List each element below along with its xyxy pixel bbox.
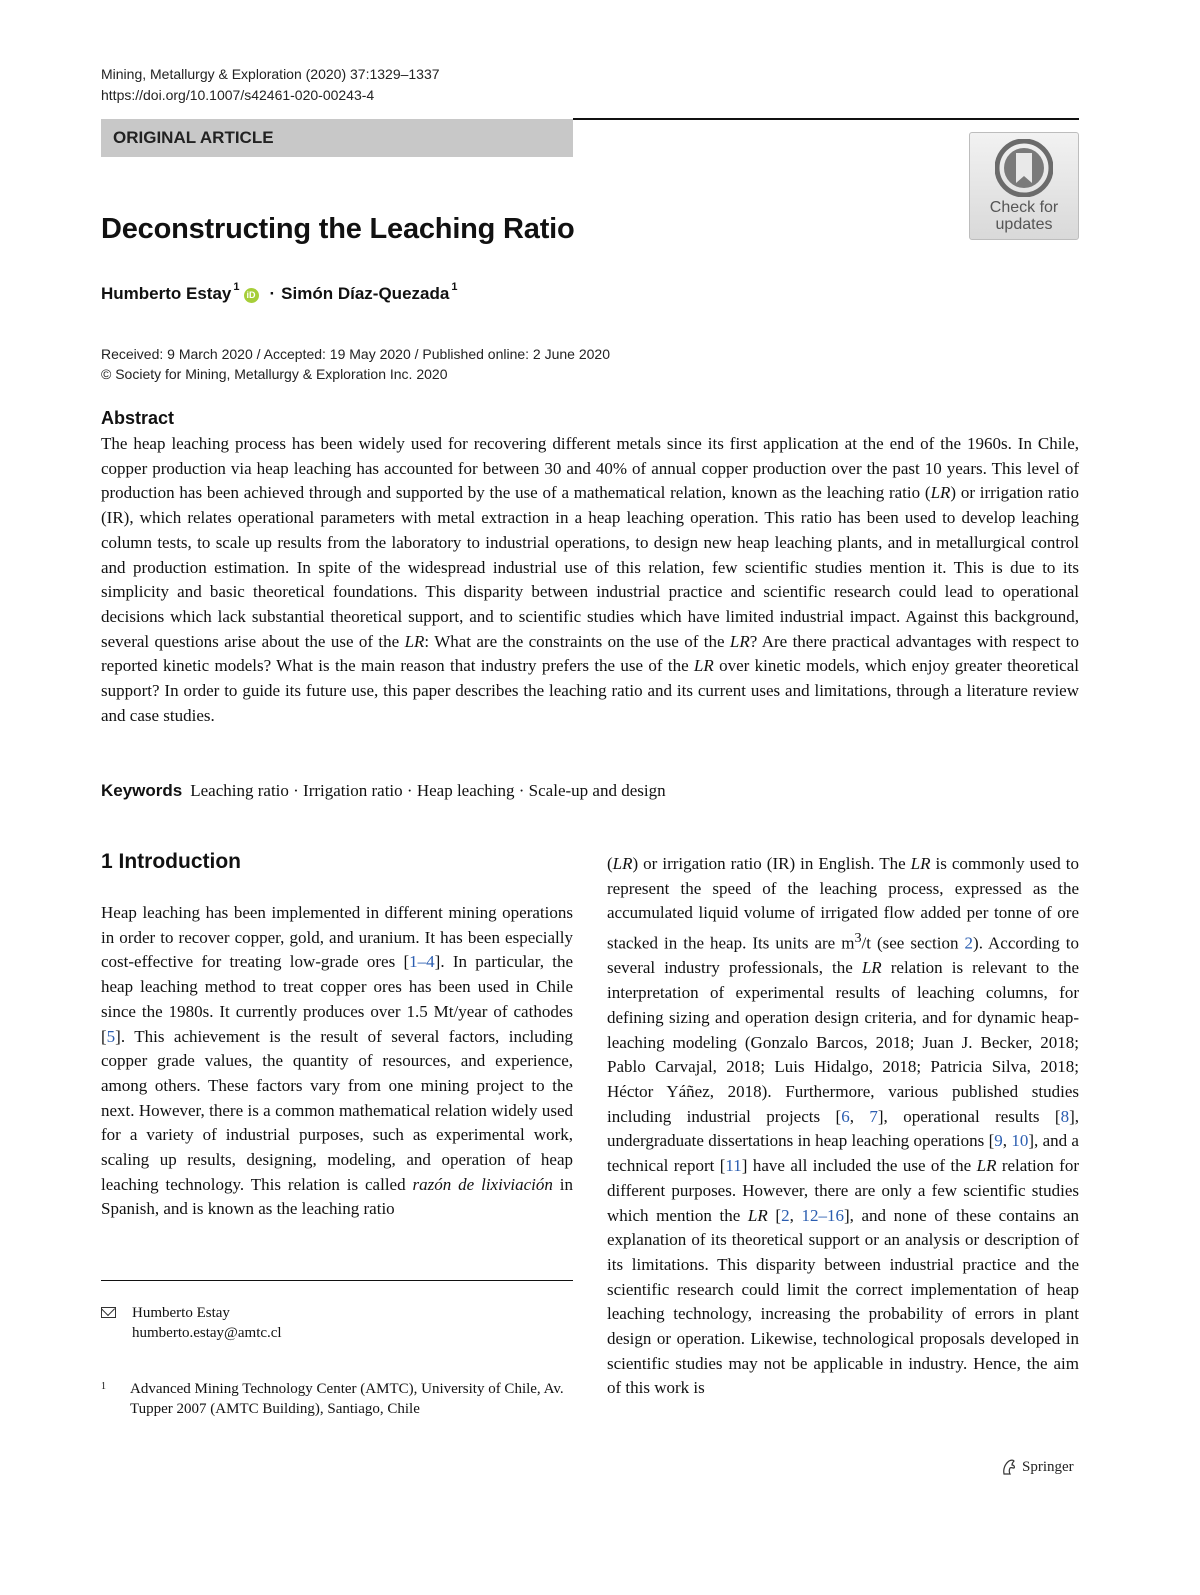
affiliation-text: Advanced Mining Technology Center (AMTC), University of Chile, Av. Tupper 2007 (AMTC Building), Santiago, Chile (130, 1381, 564, 1417)
article-type-banner (101, 119, 573, 157)
citation-link[interactable]: 9 (994, 1131, 1003, 1151)
article-type-label: ORIGINAL ARTICLE (113, 128, 274, 147)
citation-link[interactable]: 10 (1011, 1131, 1029, 1151)
springer-horse-icon (1000, 1458, 1018, 1476)
check-for-updates-text: Check for updates (989, 199, 1059, 233)
journal-header (101, 64, 440, 106)
citation-link[interactable]: 5 (106, 1026, 116, 1046)
author-name[interactable]: Humberto Estay (101, 284, 232, 303)
affiliation-footnote (101, 1379, 573, 1419)
copyright-notice: © Society for Mining, Metallurgy & Exploration Inc. 2020 (101, 366, 448, 382)
footnote-rule (101, 1280, 573, 1281)
article-title: Deconstructing the Leaching Ratio (101, 213, 575, 245)
doi-link[interactable]: https://doi.org/10.1007/s42461-020-00243-4 (101, 87, 375, 103)
check-for-updates-badge[interactable] (969, 132, 1079, 240)
citation-link[interactable]: 12–16 (801, 1205, 844, 1225)
citation-link[interactable]: 11 (725, 1156, 742, 1176)
citation-link[interactable]: 6 (841, 1106, 850, 1126)
publisher-name: Springer (1022, 1458, 1074, 1475)
section-heading-introduction: 1 Introduction (101, 850, 241, 873)
corresponding-author (101, 1303, 282, 1343)
author-separator: · (269, 284, 276, 303)
affiliation-marker: 1 (233, 281, 240, 293)
orcid-icon[interactable]: iD (244, 288, 259, 303)
affiliation-marker: 1 (451, 281, 458, 293)
contact-email[interactable]: humberto.estay@amtc.cl (132, 1325, 282, 1341)
citation-link[interactable]: 8 (1060, 1106, 1070, 1126)
envelope-icon (101, 1307, 116, 1318)
body-column-right: (LR) or irrigation ratio (IR) in English. The LR is commonly used to represent the speed of the leaching process, expressed as the accumulated liquid volume of irrigated flow added per tonne of ore stacked in the heap. Its units are $m^3/t$ (see section 2). According to several industry professionals, the LR relation is relevant to the interpretation of experimental results of leaching columns, for defining sizing and operation design criteria, and for dynamic heap-leaching modeling (Gonzalo Barcos, 2018; Juan J. Becker, 2018; Pablo Carvajal, 2018; Luis Hidalgo, 2018; Patricia Silva, 2018; Héctor Yáñez, 2018). Furthermore, various published studies including industrial projects [6, 7], operational results [8], undergraduate dissertations in heap leaching operations [9, 10], and a technical report [11] have all included the use of the LR relation for different purposes. However, there are only a few scientific studies which mention the LR [2, 12–16], and none of these contains an explanation of its theoretical support or an analysis or description of its limitations. This disparity between industrial practice and the scientific research could limit the correct implementation of heap leaching technology, increasing the probability of errors in plant design or operation. Likewise, technological proposals developed in scientific studies may not be applicable in industry. Hence, the aim of this work is (607, 854, 1080, 1398)
author-name[interactable]: Simón Díaz-Quezada (281, 284, 450, 303)
keywords-list: Leaching ratio · Irrigation ratio · Heap leaching · Scale-up and design (190, 781, 666, 800)
body-column-left: Heap leaching has been implemented in different mining operations in order to recover copper, gold, and uranium. It has been especially cost-effective for treating low-grade ores [1–4]. In particular, the heap leaching method to treat copper ores has been used in Chile since the 1980s. It currently produces over 1.5 Mt/year of cathodes [5]. This achievement is the result of several factors, including copper grade values, the quantity of resources, and experience, among others. These factors vary from one mining project to the next. However, there is a common mathematical relation widely used for a variety of industrial purposes, such as experimental work, scaling up results, designing, modeling, and operation of heap leaching technology. This relation is called razón de lixiviación in Spanish, and is known as the leaching ratio (101, 903, 573, 1219)
keywords (101, 779, 666, 803)
publisher-logo (1000, 1458, 1074, 1476)
citation-link[interactable]: 2 (781, 1205, 790, 1225)
affiliation-number: 1 (101, 1381, 106, 1392)
citation-link[interactable]: 1–4 (409, 952, 435, 972)
abstract-body: The heap leaching process has been widely used for recovering different metals since its first application at the end of the 1960s. In Chile, copper production via heap leaching has accounted for between 30 and 40% of annual copper production over the past 10 years. This level of production has been achieved through and supported by the use of a mathematical relation, known as the leaching ratio (LR) or irrigation ratio (IR), which relates operational parameters with metal extraction in a heap leaching operation. This ratio has been used to develop leaching column tests, to scale up results from the laboratory to industrial operations, to design new heap leaching plants, and in metallurgical control and production estimation. In spite of the widespread industrial use of this relation, few scientific studies mention it. This is due to its simplicity and basic theoretical foundations. This disparity between industrial practice and scientific research could lead to operational decisions which lack substantial theoretical support, and to scientific studies which have limited industrial impact. Against this background, several questions arise about the use of the LR: What are the constraints on the use of the LR? Are there practical advantages with respect to reported kinetic models? What is the main reason that industry prefers the use of the LR over kinetic models, which enjoy greater theoretical support? In order to guide its future use, this paper describes the leaching ratio and its current uses and limitations, through a literature review and case studies. (101, 434, 1080, 725)
author-list (101, 281, 458, 304)
keywords-label: Keywords (101, 781, 183, 800)
journal-citation: Mining, Metallurgy & Exploration (2020) 37:1329–1337 (101, 66, 440, 82)
bookmark-icon (995, 139, 1053, 197)
abstract-heading: Abstract (101, 408, 175, 428)
header-rule (573, 118, 1079, 120)
contact-name: Humberto Estay (132, 1305, 230, 1321)
citation-link[interactable]: 7 (869, 1106, 878, 1126)
section-link[interactable]: 2 (964, 933, 974, 953)
publication-dates: Received: 9 March 2020 / Accepted: 19 May 2020 / Published online: 2 June 2020 (101, 346, 611, 362)
